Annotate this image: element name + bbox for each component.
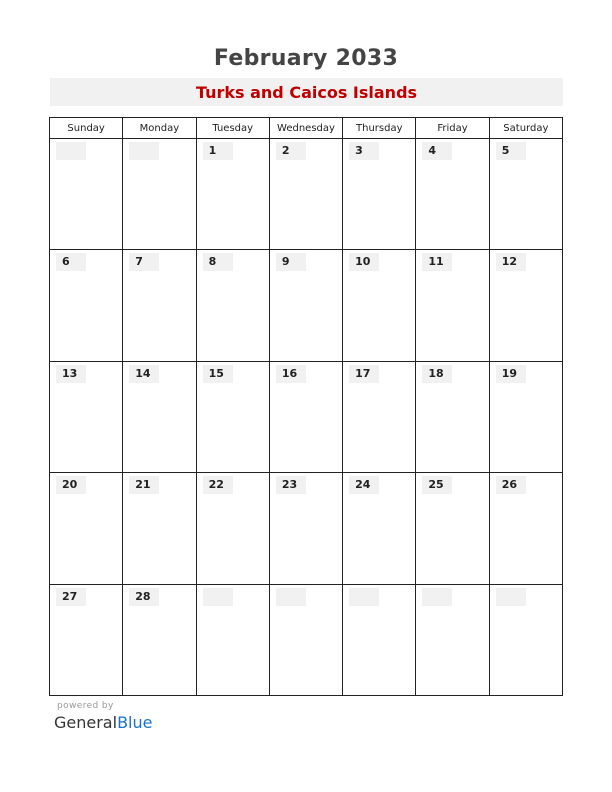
day-cell[interactable] xyxy=(50,361,123,472)
brand-general: General xyxy=(54,713,118,732)
day-cell[interactable] xyxy=(123,139,196,250)
day-number: 12 xyxy=(496,253,526,271)
generalblue-logo[interactable] xyxy=(54,713,152,732)
day-cell[interactable] xyxy=(196,139,269,250)
day-cell[interactable] xyxy=(196,473,269,584)
day-cell[interactable] xyxy=(123,250,196,361)
day-cell[interactable] xyxy=(123,361,196,472)
day-number xyxy=(422,588,452,606)
day-number: 27 xyxy=(56,588,86,606)
day-number xyxy=(276,588,306,606)
day-number: 16 xyxy=(276,365,306,383)
day-number: 10 xyxy=(349,253,379,271)
day-cell[interactable] xyxy=(343,584,416,695)
day-number: 25 xyxy=(422,476,452,494)
day-number xyxy=(349,588,379,606)
powered-by-label: powered by xyxy=(57,701,114,711)
week-row xyxy=(50,473,563,584)
day-number: 17 xyxy=(349,365,379,383)
calendar-grid xyxy=(49,117,563,696)
week-row xyxy=(50,139,563,250)
day-cell[interactable] xyxy=(50,584,123,695)
week-row xyxy=(50,361,563,472)
day-number: 21 xyxy=(129,476,159,494)
weekday-wednesday: Wednesday xyxy=(269,118,342,139)
day-number: 14 xyxy=(129,365,159,383)
day-cell[interactable] xyxy=(196,250,269,361)
day-number xyxy=(496,588,526,606)
day-cell[interactable] xyxy=(489,473,562,584)
day-cell[interactable] xyxy=(416,361,489,472)
weekday-sunday: Sunday xyxy=(50,118,123,139)
day-cell[interactable] xyxy=(123,473,196,584)
day-cell[interactable] xyxy=(269,139,342,250)
day-number: 8 xyxy=(203,253,233,271)
day-number: 1 xyxy=(203,142,233,160)
day-cell[interactable] xyxy=(269,473,342,584)
day-cell[interactable] xyxy=(343,139,416,250)
weekday-tuesday: Tuesday xyxy=(196,118,269,139)
weekday-thursday: Thursday xyxy=(343,118,416,139)
day-cell[interactable] xyxy=(416,473,489,584)
day-cell[interactable] xyxy=(269,361,342,472)
day-number: 24 xyxy=(349,476,379,494)
day-number xyxy=(56,142,86,160)
day-cell[interactable] xyxy=(196,584,269,695)
day-number: 6 xyxy=(56,253,86,271)
day-cell[interactable] xyxy=(123,584,196,695)
day-cell[interactable] xyxy=(489,584,562,695)
day-number: 15 xyxy=(203,365,233,383)
day-number: 23 xyxy=(276,476,306,494)
day-number: 13 xyxy=(56,365,86,383)
week-row xyxy=(50,250,563,361)
day-cell[interactable] xyxy=(489,250,562,361)
day-cell[interactable] xyxy=(343,361,416,472)
day-number: 2 xyxy=(276,142,306,160)
day-number: 4 xyxy=(422,142,452,160)
week-row xyxy=(50,584,563,695)
day-number: 18 xyxy=(422,365,452,383)
weekday-monday: Monday xyxy=(123,118,196,139)
day-number: 3 xyxy=(349,142,379,160)
day-cell[interactable] xyxy=(343,473,416,584)
day-cell[interactable] xyxy=(416,584,489,695)
day-number: 20 xyxy=(56,476,86,494)
day-cell[interactable] xyxy=(416,250,489,361)
day-cell[interactable] xyxy=(416,139,489,250)
day-number: 11 xyxy=(422,253,452,271)
day-number: 19 xyxy=(496,365,526,383)
calendar-body xyxy=(50,139,563,696)
day-cell[interactable] xyxy=(50,250,123,361)
weekday-header-row xyxy=(50,118,563,139)
day-cell[interactable] xyxy=(343,250,416,361)
day-cell[interactable] xyxy=(196,361,269,472)
calendar-title: February 2033 xyxy=(213,46,399,71)
day-cell[interactable] xyxy=(489,139,562,250)
day-number xyxy=(129,142,159,160)
weekday-saturday: Saturday xyxy=(489,118,562,139)
day-number: 28 xyxy=(129,588,159,606)
weekday-friday: Friday xyxy=(416,118,489,139)
day-number: 26 xyxy=(496,476,526,494)
day-number: 22 xyxy=(203,476,233,494)
day-cell[interactable] xyxy=(50,139,123,250)
day-cell[interactable] xyxy=(269,584,342,695)
day-number xyxy=(203,588,233,606)
region-name: Turks and Caicos Islands xyxy=(195,83,418,102)
region-band xyxy=(50,78,563,106)
day-number: 7 xyxy=(129,253,159,271)
day-number: 5 xyxy=(496,142,526,160)
brand-blue: Blue xyxy=(117,713,153,732)
day-cell[interactable] xyxy=(269,250,342,361)
day-cell[interactable] xyxy=(489,361,562,472)
day-cell[interactable] xyxy=(50,473,123,584)
day-number: 9 xyxy=(276,253,306,271)
